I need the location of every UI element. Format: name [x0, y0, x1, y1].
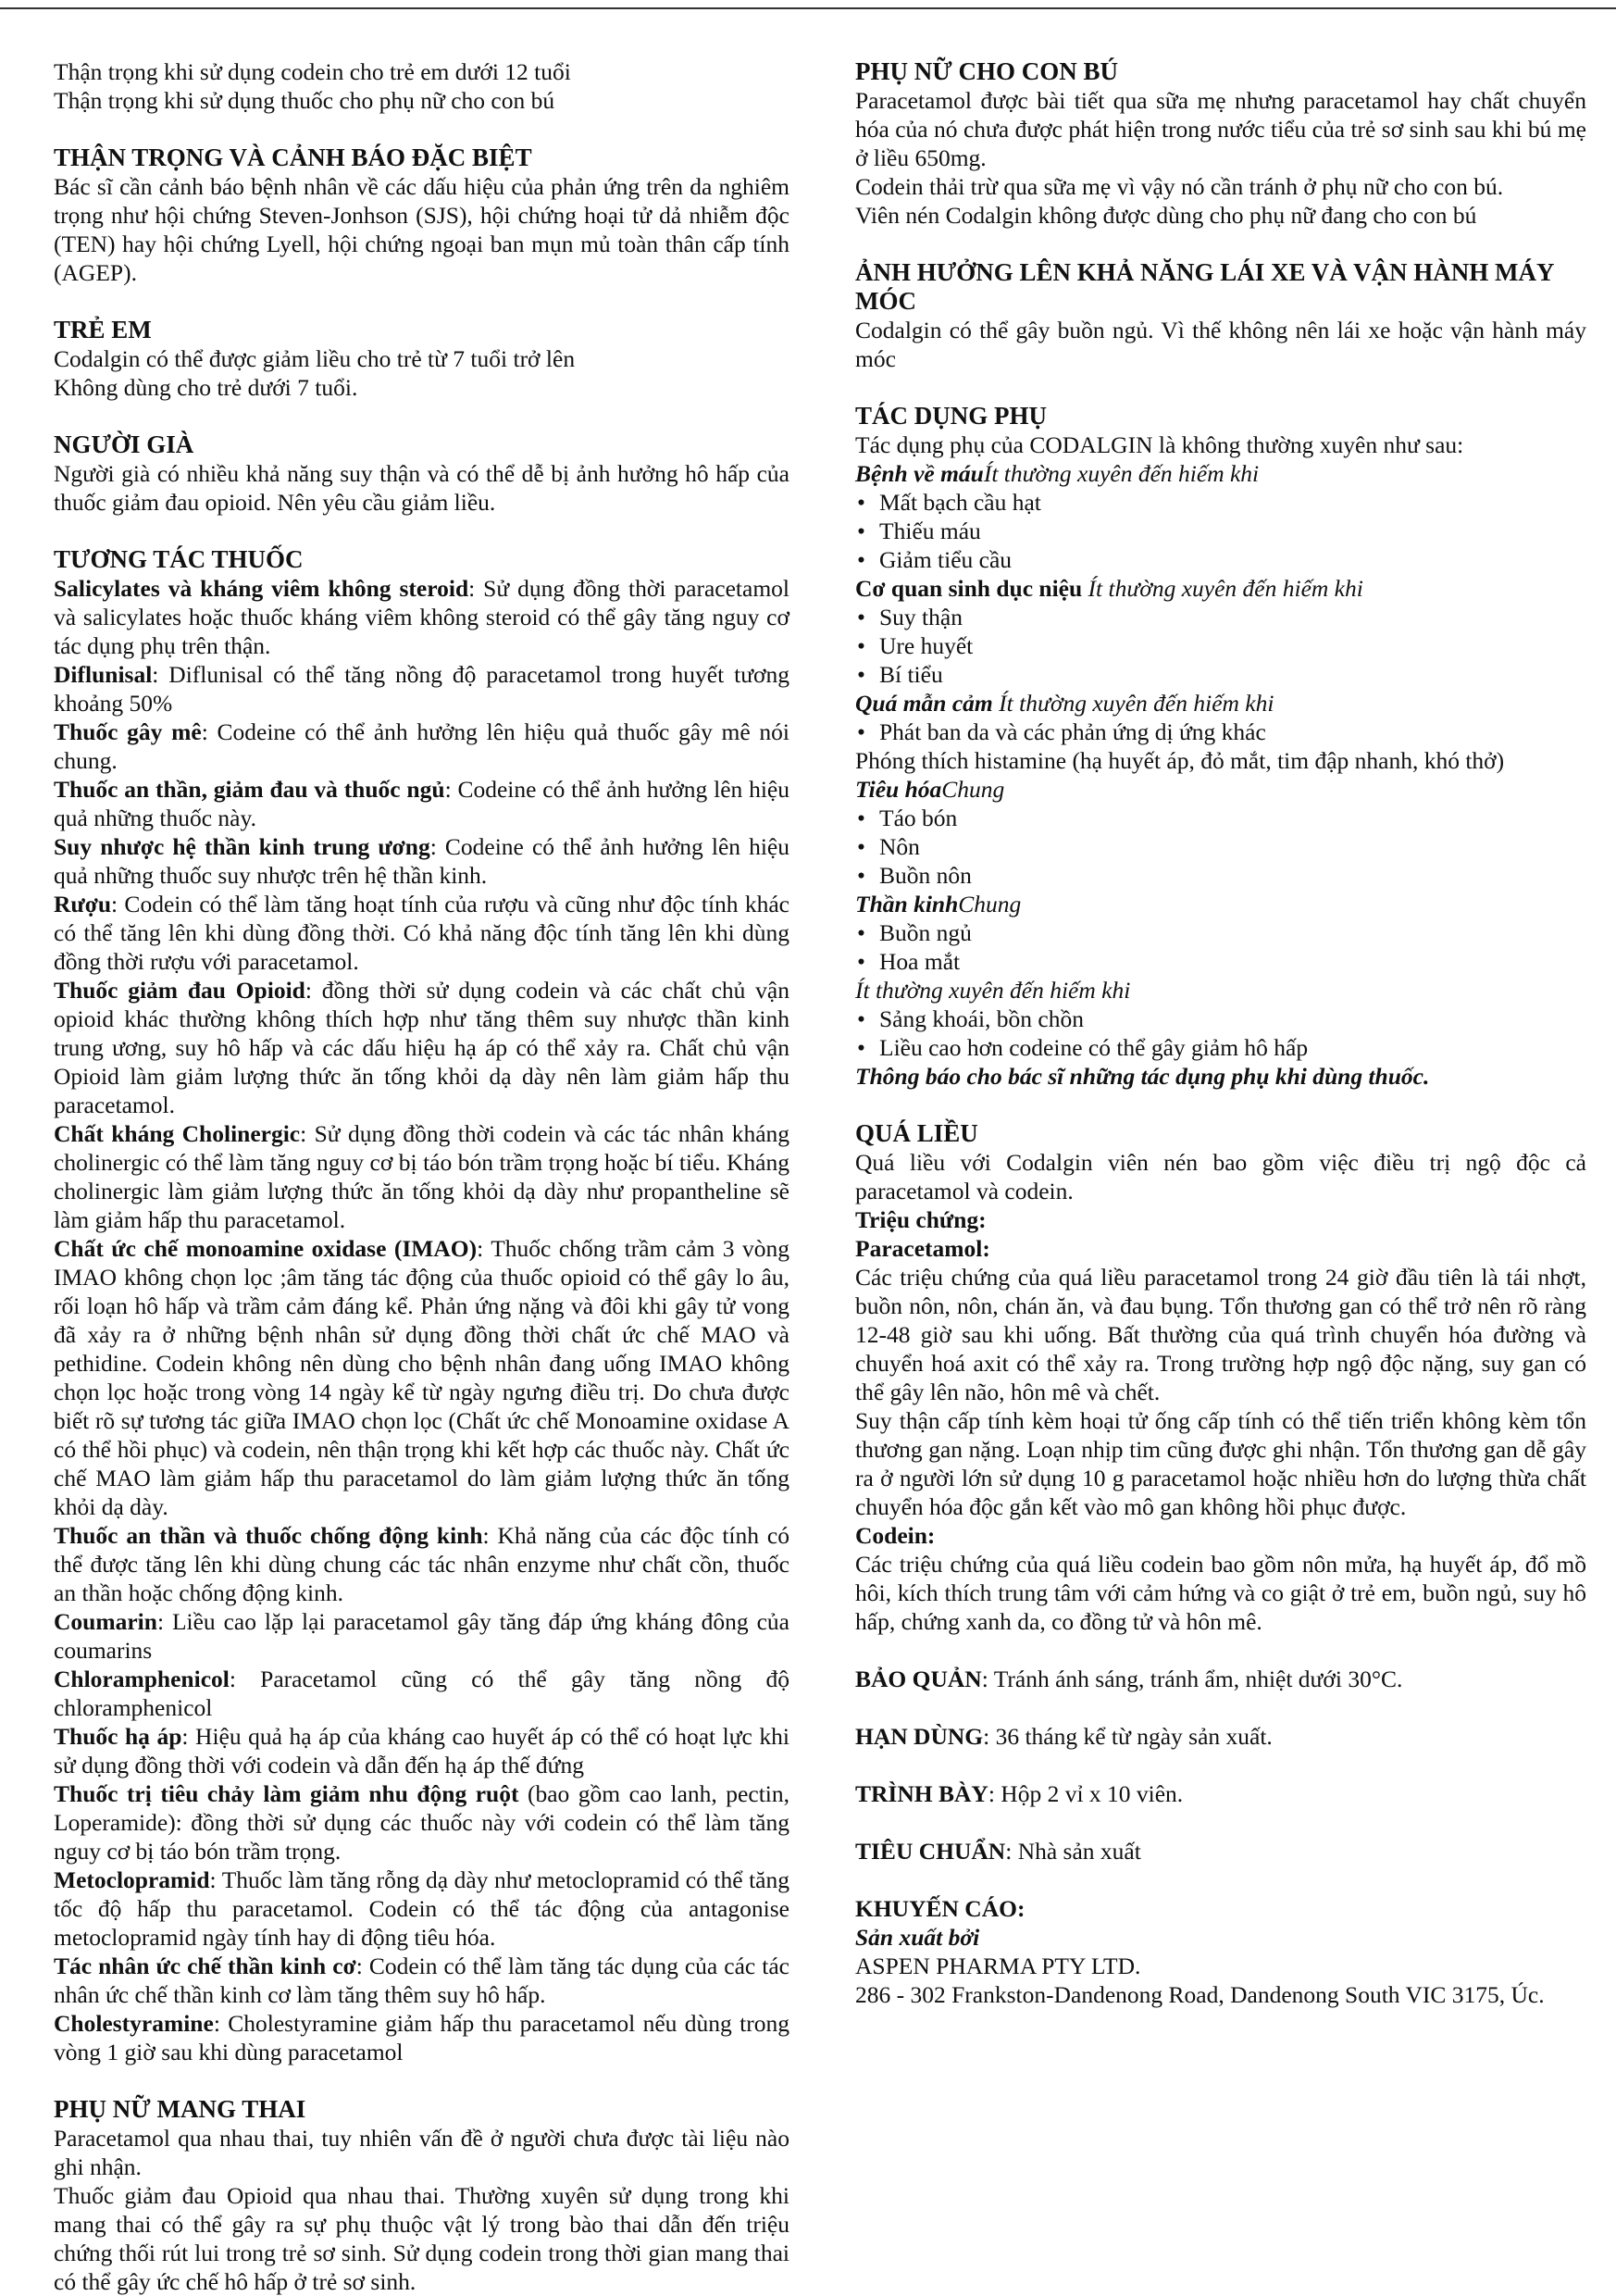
group-frequency: Ít thường xuyên đến hiếm khi: [855, 977, 1131, 1004]
pregnancy-paragraph: Thuốc giảm đau Opioid qua nhau thai. Thường xuyên sử dụng trong khi mang thai có thể gây ra sự phụ thuộc vật lý trong bào thai dẫn đến triệu chứng thối rút lui trong trẻ sơ sinh. Sử dụng codein trong thời gian mang thai có thể gây ức chế hô hấp ở trẻ sơ sinh.: [54, 2182, 789, 2295]
company-address: 286 - 302 Frankston-Dandenong Road, Dandenong South VIC 3175, Úc.: [855, 1981, 1545, 2008]
standard-label: TIÊU CHUẨN: [855, 1838, 1006, 1865]
interaction-text: : Liều cao lặp lại paracetamol gây tăng đáp ứng kháng đông của coumarins: [54, 1608, 789, 1664]
interaction-item: [54, 1952, 789, 2009]
interaction-term: Tác nhân ức chế thần kinh cơ: [54, 1953, 356, 1979]
list-item: • Giảm tiểu cầu: [855, 545, 1586, 574]
breastfeeding-paragraph: Viên nén Codalgin không được dùng cho phụ nữ đang cho con bú: [855, 202, 1477, 229]
interaction-text: : đồng thời sử dụng codein và các chất chủ vận opioid khác thường không thích hợp như tăng thêm suy nhược thần kinh trung ương, suy hô hấp và các dấu hiệu hạ áp có thể xảy ra. Chất chủ vận Opioid làm giảm lượng thức ăn tống khỏi dạ dày nên làm giảm hấp thu paracetamol.: [54, 977, 789, 1118]
storage-line: [855, 1665, 1586, 1693]
list-item: • Liều cao hơn codeine có thể gây giảm hô hấp: [855, 1033, 1586, 1062]
interaction-item: [54, 976, 789, 1119]
interaction-text: : Khả năng của các độc tính có thể được tăng lên khi dùng chung các tác nhân enzyme như chất cồn, thuốc an thần hoặc chống động kinh.: [54, 1522, 789, 1606]
storage-label: BẢO QUẢN: [855, 1666, 982, 1692]
standard-line: [855, 1837, 1586, 1866]
interaction-text: : Diflunisal có thể tăng nồng độ paracetamol trong huyết tương khoảng 50%: [54, 661, 789, 717]
shelf-life-text: : 36 tháng kể từ ngày sản xuất.: [983, 1723, 1273, 1750]
interaction-term: Suy nhược hệ thần kinh trung ương: [54, 833, 430, 860]
side-effects-intro: Tác dụng phụ của CODALGIN là không thường xuyên như sau:: [855, 431, 1464, 458]
hypersensitivity-list: [855, 718, 1586, 746]
made-by-label: Sản xuất bởi: [855, 1924, 980, 1951]
right-column: [855, 57, 1586, 2009]
interaction-term: Salicylates và kháng viêm không steroid: [54, 575, 469, 602]
interaction-term: Thuốc gây mê: [54, 718, 202, 745]
interaction-item: [54, 1866, 789, 1952]
interaction-text: : Cholestyramine giảm hấp thu paracetamol nếu dùng trong vòng 1 giờ sau khi dùng paracetamol: [54, 2010, 789, 2065]
interaction-term: Chloramphenicol: [54, 1666, 230, 1692]
group-label: Quá mẫn cảm: [855, 690, 993, 717]
group-label: Bệnh về máu: [855, 460, 984, 487]
packaging-line: [855, 1779, 1586, 1808]
interaction-text: : Thuốc chống trầm cảm 3 vòng IMAO không chọn lọc ;âm tăng tác động của thuốc opioid có thể gây lo âu, rối loạn hô hấp và trầm cảm đáng kể. Phản ứng nặng và đôi khi gây tử vong đã xảy ra ở những bệnh nhân sử dụng đồng thời chất ức chế MAO và pethidine. Codein không nên dùng cho bệnh nhân đang uống IMAO không chọn lọc hoặc trong vòng 14 ngày kể từ ngày ngưng điều trị. Do chưa được biết rõ sự tương tác giữa IMAO chọn lọc (Chất ức chế Monoamine oxidase A có thể hồi phục) và codein, nên thận trọng khi kết hợp các thuốc này. Chất ức chế MAO làm giảm hấp thu paracetamol do làm giảm lượng thức ăn tống khỏi dạ dày.: [54, 1235, 789, 1520]
list-item: • Mất bạch cầu hạt: [855, 488, 1586, 517]
top-border: [0, 7, 1616, 9]
interaction-item: [54, 1607, 789, 1665]
children-line: Không dùng cho trẻ dưới 7 tuổi.: [54, 374, 358, 401]
section-title-overdose: QUÁ LIỀU: [855, 1119, 978, 1147]
left-column: [54, 57, 789, 2296]
interaction-item: [54, 1779, 789, 1866]
list-item: • Suy thận: [855, 603, 1586, 631]
interactions-list: [54, 574, 789, 2066]
group-label: Thần kinh: [855, 891, 959, 917]
warnings-text: Bác sĩ cần cảnh báo bệnh nhân về các dấu hiệu của phản ứng trên da nghiêm trọng như hội chứng Steven-Jonhson (SJS), hội chứng hoại tử dả nhiễm độc (TEN) hay hội chứng Lyell, hội chứng ngoại ban mụn mủ toàn thân cấp tính (AGEP).: [54, 173, 789, 286]
group-frequency: Chung: [941, 776, 1005, 803]
interaction-item: [54, 1234, 789, 1521]
interaction-term: Thuốc trị tiêu chảy làm giảm nhu động ruột: [54, 1780, 519, 1807]
histamine-line: Phóng thích histamine (hạ huyết áp, đỏ mắt, tim đập nhanh, khó thở): [855, 747, 1505, 774]
section-title-pregnancy: PHỤ NỮ MANG THAI: [54, 2095, 306, 2123]
paracetamol-paragraph: Suy thận cấp tính kèm hoại tử ống cấp tính có thể tiến triển không kèm tổn thương gan nặng. Loạn nhịp tim cũng được ghi nhận. Tổn thương gan dễ gây ra ở người lớn sử dụng 10 g paracetamol hoặc nhiều hơn do lượng thừa chất chuyển hóa độc gắn kết vào mô gan không hồi phục được.: [855, 1407, 1586, 1520]
company-name: ASPEN PHARMA PTY LTD.: [855, 1953, 1141, 1979]
breastfeeding-paragraph: Codein thải trừ qua sữa mẹ vì vậy nó cần tránh ở phụ nữ cho con bú.: [855, 173, 1504, 200]
interaction-item: [54, 574, 789, 660]
interaction-item: [54, 1665, 789, 1722]
interaction-term: Thuốc an thần và thuốc chống động kinh: [54, 1522, 483, 1549]
interaction-text: : Sử dụng đồng thời paracetamol và salicylates hoặc thuốc kháng viêm không steroid có thể gây tăng nguy cơ tác dụng phụ trên thận.: [54, 575, 789, 659]
list-item: • Buồn ngủ: [855, 918, 1586, 947]
list-item: • Phát ban da và các phản ứng dị ứng khác: [855, 718, 1586, 746]
interaction-item: [54, 890, 789, 976]
side-effect-group-blood: [855, 459, 1586, 488]
symptoms-label: Triệu chứng:: [855, 1206, 987, 1233]
interaction-term: Chất kháng Cholinergic: [54, 1120, 301, 1147]
advice-label: KHUYẾN CÁO:: [855, 1895, 1026, 1922]
storage-text: : Tránh ánh sáng, tránh ẩm, nhiệt dưới 30°C.: [981, 1666, 1403, 1692]
section-title-driving: ẢNH HƯỞNG LÊN KHẢ NĂNG LÁI XE VÀ VẬN HÀNH MÁY MÓC: [855, 258, 1554, 315]
list-item: • Sảng khoái, bồn chồn: [855, 1004, 1586, 1033]
interaction-text: (bao gồm cao lanh, pectin, Loperamide): đồng thời sử dụng các thuốc này với codein có thể làm tăng nguy cơ bị táo bón trầm trọng.: [54, 1780, 789, 1865]
pregnancy-paragraph: Paracetamol qua nhau thai, tuy nhiên vấn đề ở người chưa được tài liệu nào ghi nhận.: [54, 2125, 789, 2180]
section-title-interactions: TƯƠNG TÁC THUỐC: [54, 545, 304, 573]
gi-list: [855, 804, 1586, 890]
interaction-term: Coumarin: [54, 1608, 157, 1635]
interaction-text: : Hiệu quả hạ áp của kháng cao huyết áp có thể có hoạt lực khi sử dụng đồng thời với codein và dẫn đến hạ áp thế đứng: [54, 1723, 790, 1778]
shelf-life-line: [855, 1722, 1586, 1751]
shelf-life-label: HẠN DÙNG: [855, 1723, 984, 1750]
interaction-term: Thuốc an thần, giảm đau và thuốc ngủ: [54, 776, 445, 803]
interaction-text: : Codein có thể làm tăng hoạt tính của rượu và cũng như độc tính khác có thể tăng lên khi dùng đồng thời. Có khả năng độc tính tăng lên khi dùng đồng thời rượu với paracetamol.: [54, 891, 789, 975]
interaction-term: Cholestyramine: [54, 2010, 214, 2037]
codein-paragraph: Các triệu chứng của quá liều codein bao gồm nôn mửa, hạ huyết áp, đổ mồ hôi, kích thích trung tâm với cảm hứng và co giật ở trẻ em, buồn ngủ, suy hô hấp, chứng xanh da, co đồng tử và hôn mê.: [855, 1551, 1586, 1635]
packaging-text: : Hộp 2 vỉ x 10 viên.: [988, 1780, 1184, 1807]
interaction-text: : Thuốc làm tăng rỗng dạ dày như metoclopramid có thể tăng tốc độ hấp thu paracetamol. Codein có thể tác động của antagonise metoclopramid ngày tính hay di động tiêu hóa.: [54, 1866, 789, 1951]
interaction-item: [54, 1119, 789, 1234]
interaction-text: : Sử dụng đồng thời codein và các tác nhân kháng cholinergic có thể làm tăng nguy cơ bị táo bón trầm trọng hoặc bí tiểu. Kháng cholinergic làm giảm lượng thức ăn tống khỏi dạ dày như propantheline sẽ làm giảm hấp thu paracetamol.: [54, 1120, 790, 1233]
intro-line: Thận trọng khi sử dụng codein cho trẻ em dưới 12 tuổi: [54, 58, 571, 85]
group-frequency: Chung: [958, 891, 1022, 917]
interaction-term: Diflunisal: [54, 661, 153, 688]
driving-text: Codalgin có thể gây buồn ngủ. Vì thế không nên lái xe hoặc vận hành máy móc: [855, 317, 1586, 372]
section-title-children: TRẺ EM: [54, 316, 152, 343]
side-effect-group-hypersensitivity: [855, 689, 1586, 718]
interaction-term: Thuốc giảm đau Opioid: [54, 977, 305, 1004]
rare-label: [855, 976, 1586, 1004]
rare-list: [855, 1004, 1586, 1062]
interaction-item: [54, 660, 789, 718]
interaction-item: [54, 832, 789, 890]
interaction-term: Metoclopramid: [54, 1866, 210, 1893]
paracetamol-label: Paracetamol:: [855, 1235, 990, 1262]
interaction-item: [54, 775, 789, 832]
overdose-intro: Quá liều với Codalgin viên nén bao gồm việc điều trị ngộ độc cả paracetamol và codein.: [855, 1149, 1586, 1204]
group-frequency: Ít thường xuyên đến hiếm khi: [1088, 575, 1363, 602]
interaction-text: : Paracetamol cũng có thể gây tăng nồng độ chloramphenicol: [54, 1666, 789, 1721]
interaction-item: [54, 718, 789, 775]
list-item: • Nôn: [855, 832, 1586, 861]
breastfeeding-paragraph: Paracetamol được bài tiết qua sữa mẹ nhưng paracetamol hay chất chuyển hóa của nó chưa được phát hiện trong nước tiểu của trẻ sơ sinh sau khi bú mẹ ở liều 650mg.: [855, 87, 1586, 171]
group-label: Tiêu hóa: [855, 776, 942, 803]
elderly-text: Người già có nhiều khả năng suy thận và có thể dễ bị ảnh hưởng hô hấp của thuốc giảm đau opioid. Nên yêu cầu giảm liều.: [54, 460, 789, 516]
interaction-item: [54, 1521, 789, 1607]
section-title-breastfeeding: PHỤ NỮ CHO CON BÚ: [855, 57, 1118, 85]
intro-line: Thận trọng khi sử dụng thuốc cho phụ nữ cho con bú: [54, 87, 555, 114]
interaction-term: Rượu: [54, 891, 112, 917]
list-item: • Ure huyết: [855, 631, 1586, 660]
group-frequency: Ít thường xuyên đến hiếm khi: [983, 460, 1260, 487]
interaction-text: : Codeine có thể ảnh hưởng lên hiệu quả những thuốc suy nhược trên hệ thần kinh.: [54, 833, 789, 889]
list-item: • Buồn nôn: [855, 861, 1586, 890]
standard-text: : Nhà sản xuất: [1005, 1838, 1141, 1865]
neuro-list: [855, 918, 1586, 976]
interaction-term: Chất ức chế monoamine oxidase (IMAO): [54, 1235, 478, 1262]
list-item: • Bí tiểu: [855, 660, 1586, 689]
group-label: Cơ quan sinh dục niệu: [855, 575, 1083, 602]
urogenital-list: [855, 603, 1586, 689]
section-title-side-effects: TÁC DỤNG PHỤ: [855, 402, 1047, 430]
list-item: • Hoa mắt: [855, 947, 1586, 976]
interaction-text: : Codeine có thể ảnh hưởng lên hiệu quả thuốc gây mê nói chung.: [54, 718, 789, 774]
section-title-warnings: THẬN TRỌNG VÀ CẢNH BÁO ĐẶC BIỆT: [54, 144, 532, 171]
list-item: • Táo bón: [855, 804, 1586, 832]
blood-list: [855, 488, 1586, 574]
interaction-text: : Codein có thể làm tăng tác dụng của các tác nhân ức chế thần kinh cơ làm tăng thêm suy hô hấp.: [54, 1953, 789, 2008]
side-effect-group-gi: [855, 775, 1586, 804]
interaction-item: [54, 2009, 789, 2066]
paracetamol-paragraph: Các triệu chứng của quá liều paracetamol trong 24 giờ đầu tiên là tái nhợt, buồn nôn, nôn, chán ăn, và đau bụng. Tổn thương gan có thể trở nên rõ ràng 12-48 giờ sau khi uống. Bất thường của quá trình chuyển hóa đường và chuyển hoá axit có thể xảy ra. Trong trường hợp ngộ độc nặng, suy gan có thể gây lên não, hôn mê và chết.: [855, 1264, 1586, 1405]
section-title-elderly: NGƯỜI GIÀ: [54, 430, 194, 458]
side-effect-group-urogenital: [855, 574, 1586, 603]
packaging-label: TRÌNH BÀY: [855, 1780, 988, 1807]
interaction-text: : Codeine có thể ảnh hưởng lên hiệu quả những thuốc này.: [54, 776, 789, 831]
codein-label: Codein:: [855, 1522, 936, 1549]
children-line: Codalgin có thể được giảm liều cho trẻ từ 7 tuổi trở lên: [54, 345, 576, 372]
group-frequency: Ít thường xuyên đến hiếm khi: [999, 690, 1274, 717]
notify-doctor-note: Thông báo cho bác sĩ những tác dụng phụ khi dùng thuốc.: [855, 1063, 1430, 1090]
interaction-term: Thuốc hạ áp: [54, 1723, 182, 1750]
list-item: • Thiếu máu: [855, 517, 1586, 545]
interaction-item: [54, 1722, 789, 1779]
side-effect-group-neuro: [855, 890, 1586, 918]
